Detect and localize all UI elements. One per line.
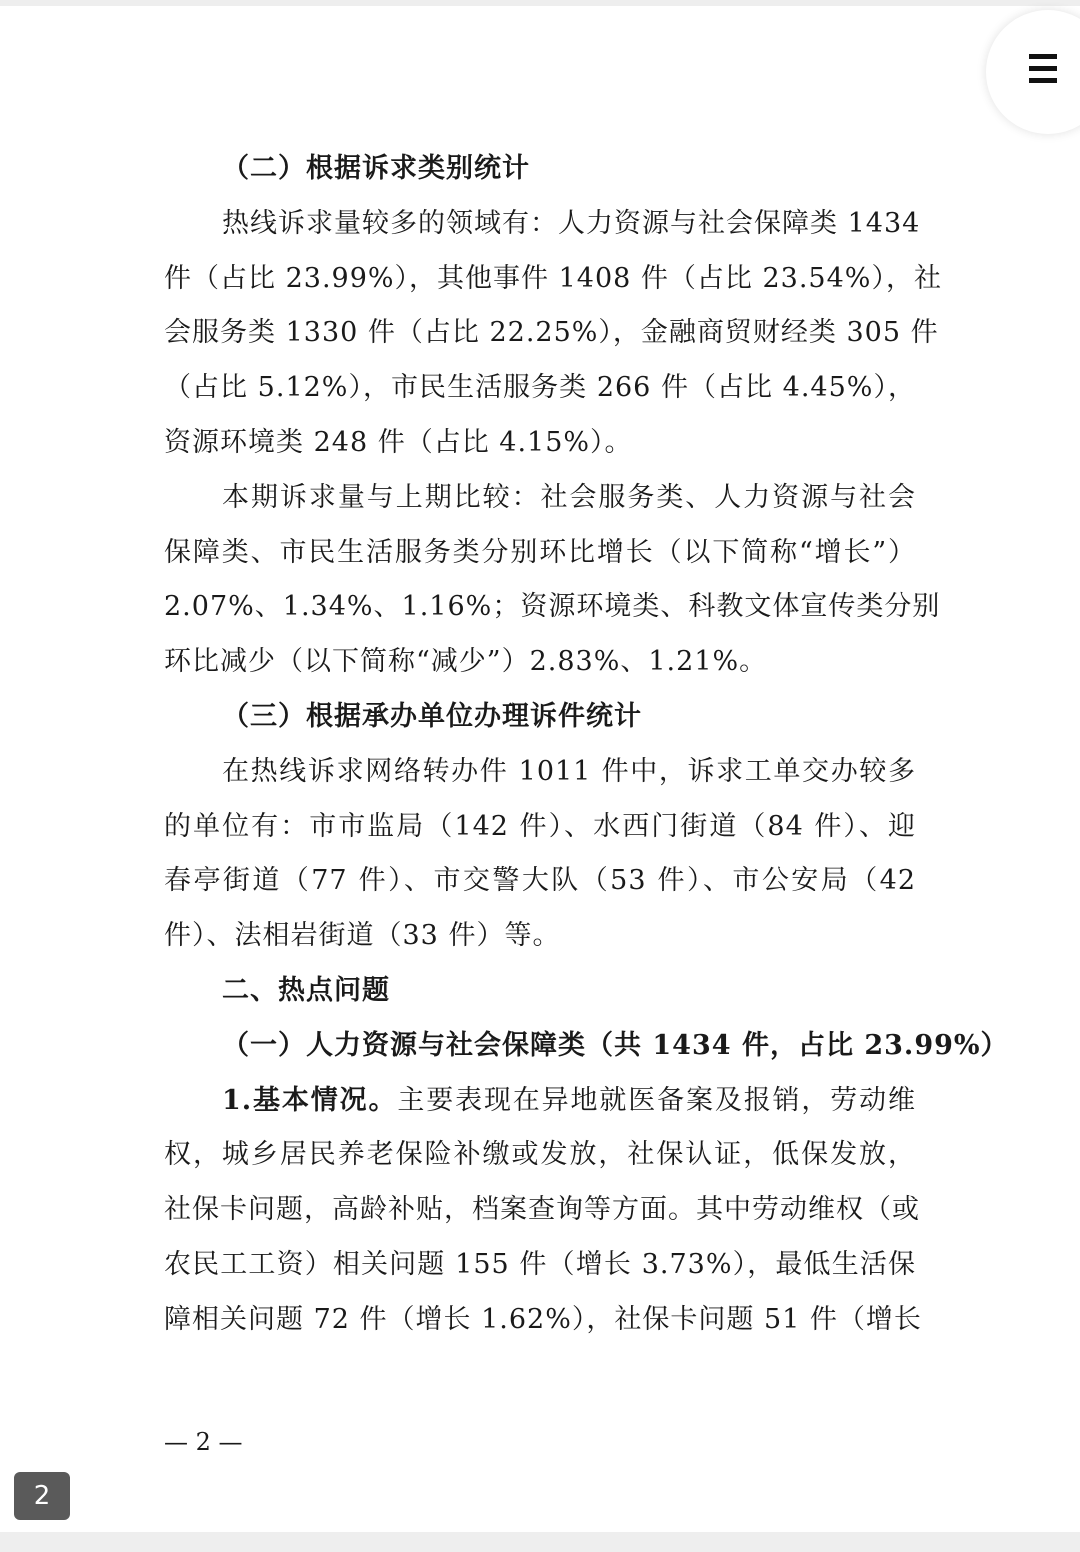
document-line: 环比减少（以下简称“减少”）2.83%、1.21%。	[164, 646, 768, 678]
document-line: 件）、法相岩街道（33 件）等。	[164, 920, 561, 952]
page-number: — 2 —	[164, 1428, 243, 1456]
document-line: 本期诉求量与上期比较：社会服务类、人力资源与社会	[222, 481, 916, 513]
document-line: 热线诉求量较多的领域有：人力资源与社会保障类 1434	[222, 207, 921, 239]
document-line: 的单位有：市市监局（142 件）、水西门街道（84 件）、迎	[164, 810, 916, 842]
document-line: 农民工工资）相关问题 155 件（增长 3.73%），最低生活保	[164, 1248, 916, 1280]
document-line: 社保卡问题，高龄补贴，档案查询等方面。其中劳动维权（或	[164, 1194, 920, 1226]
bottom-edge	[0, 1532, 1080, 1552]
document-line: 资源环境类 248 件（占比 4.15%）。	[164, 426, 633, 458]
document-line: （一）人力资源与社会保障类（共 1434 件，占比 23.99%）	[222, 1029, 1009, 1061]
document-line: 在热线诉求网络转办件 1011 件中，诉求工单交办较多	[222, 755, 916, 787]
menu-button[interactable]	[986, 10, 1080, 134]
document-line: （二）根据诉求类别统计	[222, 153, 530, 184]
document-line: （三）根据承办单位办理诉件统计	[222, 700, 642, 732]
document-line: 保障类、市民生活服务类分别环比增长（以下简称“增长”）	[164, 536, 916, 568]
menu-icon	[1029, 54, 1057, 82]
document-line: 2.07%、1.34%、1.16%；资源环境类、科教文体宣传类分别	[164, 591, 941, 623]
document-line: 权，城乡居民养老保险补缴或发放，社保认证，低保发放，	[164, 1139, 916, 1171]
top-edge	[0, 0, 1080, 6]
document-line: 障相关问题 72 件（增长 1.62%），社保卡问题 51 件（增长	[164, 1303, 922, 1335]
paragraph-text: 主要表现在异地就医备案及报销，劳动维	[397, 1084, 917, 1116]
page-badge[interactable]: 2	[14, 1472, 70, 1520]
document-line: （占比 5.12%），市民生活服务类 266 件（占比 4.45%），	[164, 372, 916, 404]
document-line: 件（占比 23.99%），其他事件 1408 件（占比 23.54%），社	[164, 262, 942, 294]
document-body	[164, 142, 1009, 1348]
paragraph-lead: 1.基本情况。	[222, 1084, 398, 1116]
document-line	[164, 1074, 916, 1129]
document-line: 春亭街道（77 件）、市交警大队（53 件）、市公安局（42	[164, 865, 916, 897]
document-line: 会服务类 1330 件（占比 22.25%），金融商贸财经类 305 件	[164, 317, 939, 349]
document-line: 二、热点问题	[222, 974, 390, 1006]
